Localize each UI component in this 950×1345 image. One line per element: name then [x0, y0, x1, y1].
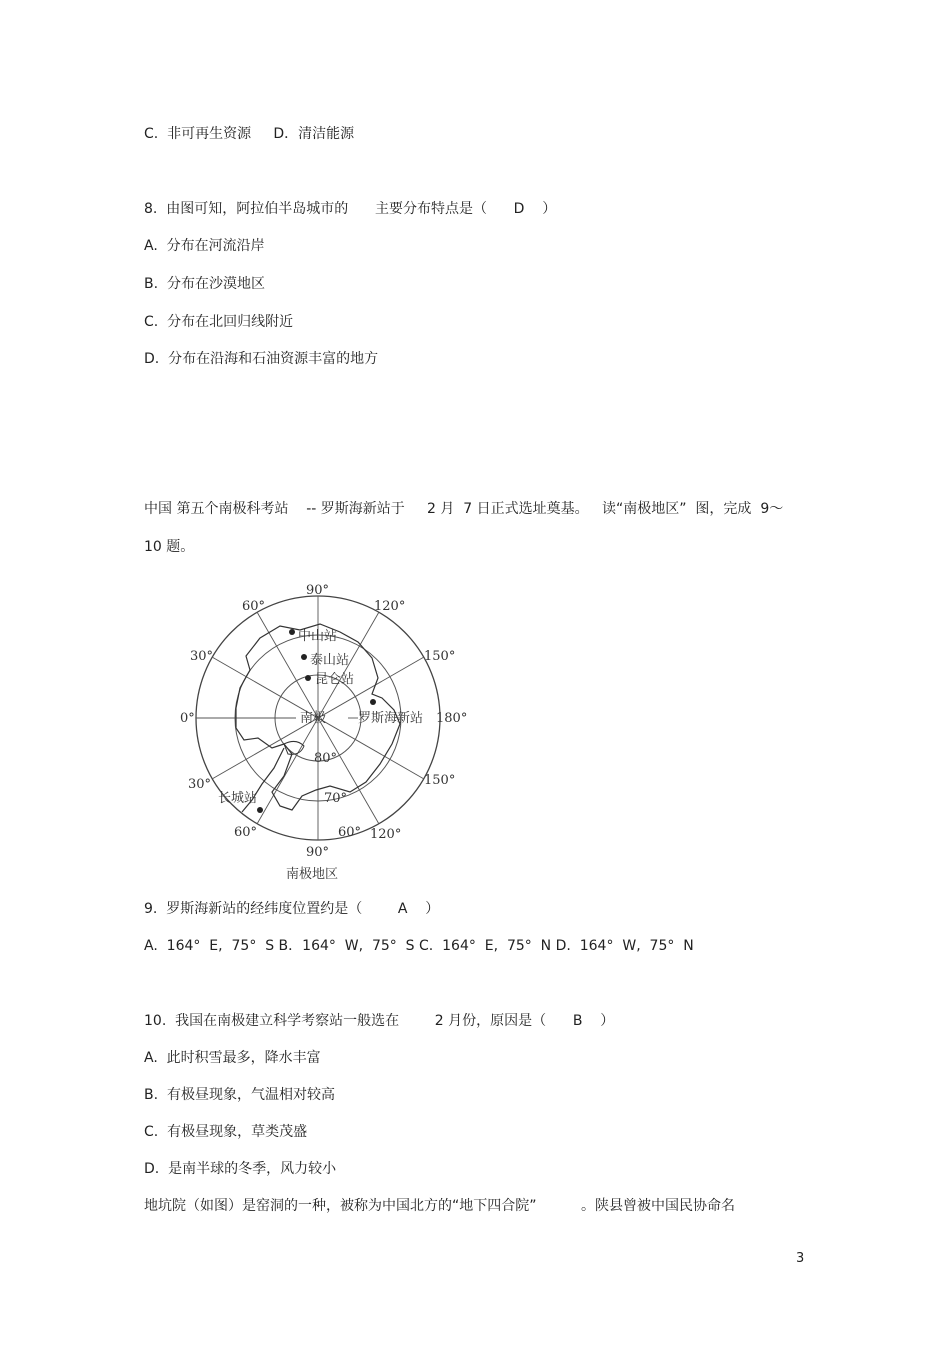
q10-option-b: B. 有极昼现象，气温相对较高 — [144, 1087, 335, 1103]
q10-option-d: D. 是南半球的冬季，风力较小 — [144, 1161, 337, 1177]
lon-label-0: 0° — [180, 711, 195, 726]
lon-label-30-bl: 30° — [188, 777, 212, 792]
q8-option-b: B. 分布在沙漠地区 — [144, 276, 265, 292]
taishan-label: 泰山站 — [310, 653, 350, 668]
lon-label-120-tr: 120° — [374, 599, 406, 614]
q8-stem: 8. 由图可知，阿拉伯半岛城市的 主要分布特点是（ D ） — [144, 201, 557, 217]
lon-label-150-r: 150° — [424, 649, 456, 664]
changcheng-dot — [257, 807, 263, 813]
page-number: 3 — [796, 1251, 805, 1266]
antarctica-map — [180, 578, 480, 883]
kunlun-dot — [305, 675, 311, 681]
zhongshan-dot — [289, 629, 295, 635]
intro-line-2: 10 题。 — [144, 539, 195, 555]
lat-label-80: 80° — [314, 751, 338, 766]
q7-options-tail: C. 非可再生资源 D．清洁能源 — [144, 126, 355, 142]
intro-line-1: 中国 第五个南极科考站 -- 罗斯海新站于 2 月 7 日正式选址奠基。 读“南极地区” 图，完成 9～ — [144, 501, 784, 517]
q10-stem: 10. 我国在南极建立科学考察站一般选在 2 月份，原因是（ B ） — [144, 1013, 615, 1029]
lon-label-30-l: 30° — [190, 649, 214, 664]
q8-option-c: C. 分布在北回归线附近 — [144, 314, 294, 330]
q8-option-a: A. 分布在河流沿岸 — [144, 238, 265, 254]
lon-label-90-top: 90° — [306, 583, 330, 598]
q10-option-a: A. 此时积雪最多，降水丰富 — [144, 1050, 321, 1066]
rosssea-dot — [370, 699, 376, 705]
lat-label-70: 70° — [324, 791, 348, 806]
lon-label-60-bl: 60° — [234, 825, 258, 840]
lon-label-120-br: 120° — [370, 827, 402, 842]
rosssea-label: 罗斯海新站 — [358, 711, 424, 726]
pole-label: 南极 — [300, 711, 327, 726]
lon-label-150-br: 150° — [424, 773, 456, 788]
lon-label-90-bottom: 90° — [306, 845, 330, 860]
lon-label-60-b: 60° — [338, 825, 362, 840]
tail-paragraph: 地坑院（如图）是窑洞的一种，被称为中国北方的“地下四合院” 。陕县曾被中国民协命名 — [144, 1198, 736, 1214]
q8-option-d: D. 分布在沿海和石油资源丰富的地方 — [144, 351, 379, 367]
changcheng-label: 长城站 — [218, 791, 258, 806]
lon-label-180: 180° — [436, 711, 468, 726]
map-caption: 南极地区 — [286, 867, 339, 882]
q9-options: A. 164° E, 75° S B．164° W, 75° S C. 164° E, 75° N D. 164° W, 75° N — [144, 938, 694, 954]
zhongshan-label: 中山站 — [298, 629, 338, 644]
antarctica-map-svg — [180, 578, 480, 883]
q9-stem: 9. 罗斯海新站的经纬度位置约是（ A ） — [144, 901, 440, 917]
kunlun-label: 昆仑站 — [315, 672, 355, 687]
lon-label-60-tl: 60° — [242, 599, 266, 614]
q10-option-c: C. 有极昼现象，草类茂盛 — [144, 1124, 308, 1140]
taishan-dot — [301, 654, 307, 660]
